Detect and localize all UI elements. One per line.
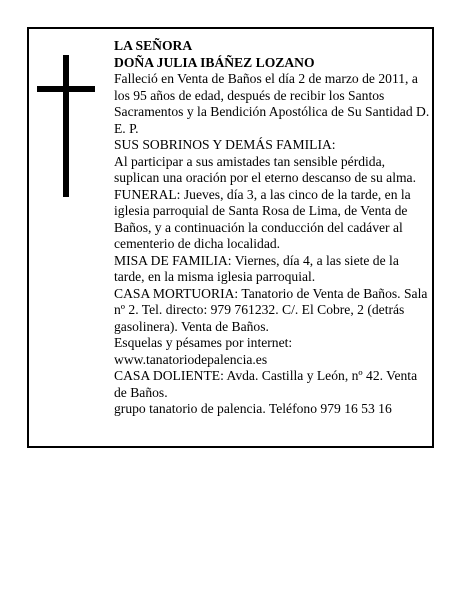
obituary-text — [114, 38, 430, 418]
mourning-house-info: CASA DOLIENTE: Avda. Castilla y León, nº 42. Venta de Baños. — [114, 368, 418, 400]
family-mass-info: MISA DE FAMILIA: Viernes, día 4, a las siete de la tarde, en la misma iglesia parroquial. — [114, 252, 399, 284]
cross-icon — [63, 55, 69, 197]
funeral-info: FUNERAL: Jueves, día 3, a las cinco de la tarde, en la iglesia parroquial de Santa Rosa de Lima, de Venta de Baños, y a continuación la conducción del cadáver al cementerio de dicha localidad. — [114, 186, 411, 251]
cross-icon-bar — [37, 86, 95, 92]
internet-label: Esquelas y pésames por internet: — [114, 335, 293, 350]
death-info: Falleció en Venta de Baños el día 2 de marzo de 2011, a los 95 años de edad, después de recibir los Santos Sacramentos y la Bendición Apostólica de Su Santidad D. E. P. — [114, 71, 430, 136]
website-link[interactable]: www.tanatoriodepalencia.es — [114, 351, 268, 367]
deceased-name: DOÑA JULIA IBÁÑEZ LOZANO — [114, 54, 315, 70]
title-line1: LA SEÑORA — [114, 38, 193, 53]
funeral-home-info: CASA MORTUORIA: Tanatorio de Venta de Baños. Sala nº 2. Tel. directo: 979 761232. C/. El Cobre, 2 (detrás gasolinera). Venta de Baños. — [114, 285, 428, 334]
family-text: Al participar a sus amistades tan sensible pérdida, suplican una oración por el eterno descanso de su alma. — [114, 153, 416, 185]
family-heading: SUS SOBRINOS Y DEMÁS FAMILIA: — [114, 137, 336, 152]
footer-info: grupo tanatorio de palencia. Teléfono 979 16 53 16 — [114, 401, 392, 416]
